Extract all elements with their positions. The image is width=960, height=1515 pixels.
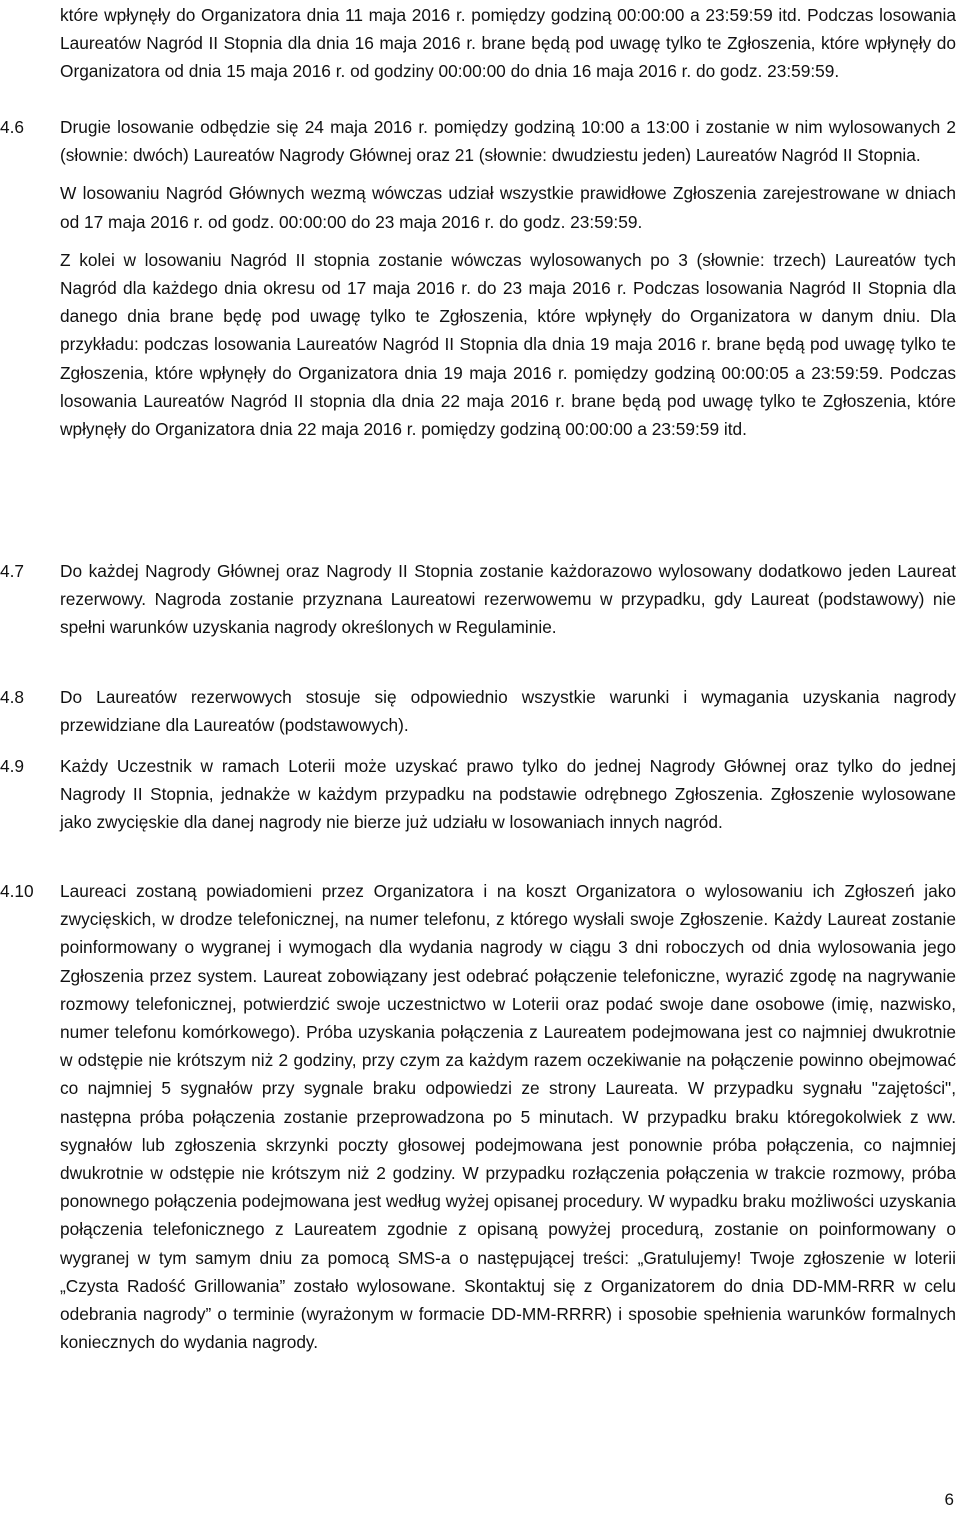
section-4-8: [0, 683, 956, 739]
section-body: [60, 752, 956, 837]
section-4-7: [0, 557, 956, 642]
section-number: 4.10: [0, 881, 34, 901]
section-paragraph: W losowaniu Nagród Głównych wezmą wówczas udział wszystkie prawidłowe Zgłoszenia zarejestrowane w dniach od 17 maja 2016 r. od godz. 00:00:00 do 23 maja 2016 r. do godz. 23:59:59.: [60, 183, 956, 232]
section-paragraph: Z kolei w losowaniu Nagród II stopnia zostanie wówczas wylosowanych po 3 (słownie: trzech) Laureatów tych Nagród dla każdego dnia okresu od 17 maja 2016 r. do 23 maja 2016 r. Podczas losowania Nagród II Stopnia dla danego dnia brane będę pod uwagę tylko te Zgłoszenia, które wpłynęły do Organizatora w danym dniu. Dla przykładu: podczas losowania Laureatów Nagród II Stopnia dla dnia 19 maja 2016 r. brane będą pod uwagę tylko te Zgłoszenia, które wpłynęły do Organizatora dnia 19 maja 2016 r. pomiędzy godziną 00:00:05 a 23:59:59. Podczas losowania Laureatów Nagród II stopnia dla dnia 22 maja 2016 r. brane będą pod uwagę tylko te Zgłoszenia, które wpłynęły do Organizatora dnia 22 maja 2016 r. pomiędzy godziną 00:00:00 a 23:59:59 itd.: [60, 249, 956, 440]
section-4-6: [0, 113, 956, 443]
section-number: 4.7: [0, 561, 25, 581]
section-number: 4.8: [0, 687, 25, 707]
page-number: 6: [944, 1490, 954, 1509]
section-paragraph: Do każdej Nagrody Głównej oraz Nagrody II Stopnia zostanie każdorazowo wylosowany dodatkowo jeden Laureat rezerwowy. Nagroda zostanie przyznana Laureatowi rezerwowemu w przypadku, gdy Laureat (podstawowy) nie spełni warunków uzyskania nagrody określonych w Regulaminie.: [60, 561, 956, 638]
section-paragraph: Laureaci zostaną powiadomieni przez Organizatora i na koszt Organizatora o wylosowaniu ich Zgłoszeń jako zwycięskich, w drodze telefonicznej, na numer telefonu, z którego wysłali swoje Zgłoszenie. Każdy Laureat zostanie poinformowany o wygranej i wymogach dla wydania nagrody w ciągu 3 dni roboczych od dnia wylosowania jego Zgłoszenia przez system. Laureat zobowiązany jest odebrać połączenie telefoniczne, wyrazić zgodę na nagrywanie rozmowy telefonicznej, potwierdzić swoje uczestnictwo w Loterii oraz podać swoje dane osobowe (imię, nazwisko, numer telefonu komórkowego). Próba uzyskania połączenia z Laureatem podejmowana jest co najmniej dwukrotnie w odstępie nie krótszym niż 2 godziny, przy czym za każdym razem oczekiwanie na połączenie powinno obejmować co najmniej 5 sygnałów przy sygnale braku odpowiedzi ze strony Laureata. W przypadku sygnału "zajętości", następna próba połączenia zostanie przeprowadzona po 5 minutach. W przypadku braku któregokolwiek z ww. sygnałów lub zgłoszenia skrzynki poczty głosowej podejmowana jest ponownie próba połączenia, co najmniej dwukrotnie w odstępie nie krótszym niż 2 godziny. W przypadku rozłączenia połączenia w trakcie rozmowy, próba ponownego połączenia podejmowana jest według wyżej opisanej procedury. W wypadku braku możliwości uzyskania połączenia telefonicznego z Laureatem zgodnie z opisaną powyżej procedurą, zostanie on poinformowany o wygranej w tym samym dniu za pomocą SMS-a o następującej treści: „Gratulujemy! Twoje zgłoszenie w loterii „Czysta Radość Grillowania” zostało wylosowane. Skontaktuj się z Organizatorem do dnia DD-MM-RRR w celu odebrania nagrody” o terminie (wyrażonym w formacie DD-MM-RRRR) i sposobie spełnienia warunków formalnych koniecznych do wydania nagrody.: [60, 881, 956, 1353]
section-body: [60, 113, 956, 443]
section-4-9: [0, 752, 956, 837]
section-body: [60, 683, 956, 739]
section-body: [60, 557, 956, 642]
section-number: 4.6: [0, 117, 25, 137]
section-paragraph: Do Laureatów rezerwowych stosuje się odpowiednio wszystkie warunki i wymagania uzyskania nagrody przewidziane dla Laureatów (podstawowych).: [60, 687, 956, 736]
section-paragraph: Każdy Uczestnik w ramach Loterii może uzyskać prawo tylko do jednej Nagrody Głównej oraz tylko do jednej Nagrody II Stopnia, jednakże w każdym przypadku na podstawie odrębnego Zgłoszenia. Zgłoszenie wylosowane jako zwycięskie dla danej nagrody nie bierze już udziału w losowaniach innych nagród.: [60, 756, 956, 833]
section-body: [60, 877, 956, 1356]
section-number: 4.9: [0, 756, 25, 776]
continuation-paragraph: które wpłynęły do Organizatora dnia 11 maja 2016 r. pomiędzy godziną 00:00:00 a 23:59:59 itd. Podczas losowania Laureatów Nagród II Stopnia dla dnia 16 maja 2016 r. brane będą pod uwagę tylko te Zgłoszenia, które wpłynęły do Organizatora od dnia 15 maja 2016 r. od godziny 00:00:00 do dnia 16 maja 2016 r. do godz. 23:59:59.: [60, 5, 956, 82]
section-paragraph: Drugie losowanie odbędzie się 24 maja 2016 r. pomiędzy godziną 10:00 a 13:00 i zostanie w nim wylosowanych 2 (słownie: dwóch) Laureatów Nagrody Głównej oraz 21 (słownie: dwudziestu jeden) Laureatów Nagród II Stopnia.: [60, 117, 956, 166]
section-4-10: [0, 877, 956, 1356]
